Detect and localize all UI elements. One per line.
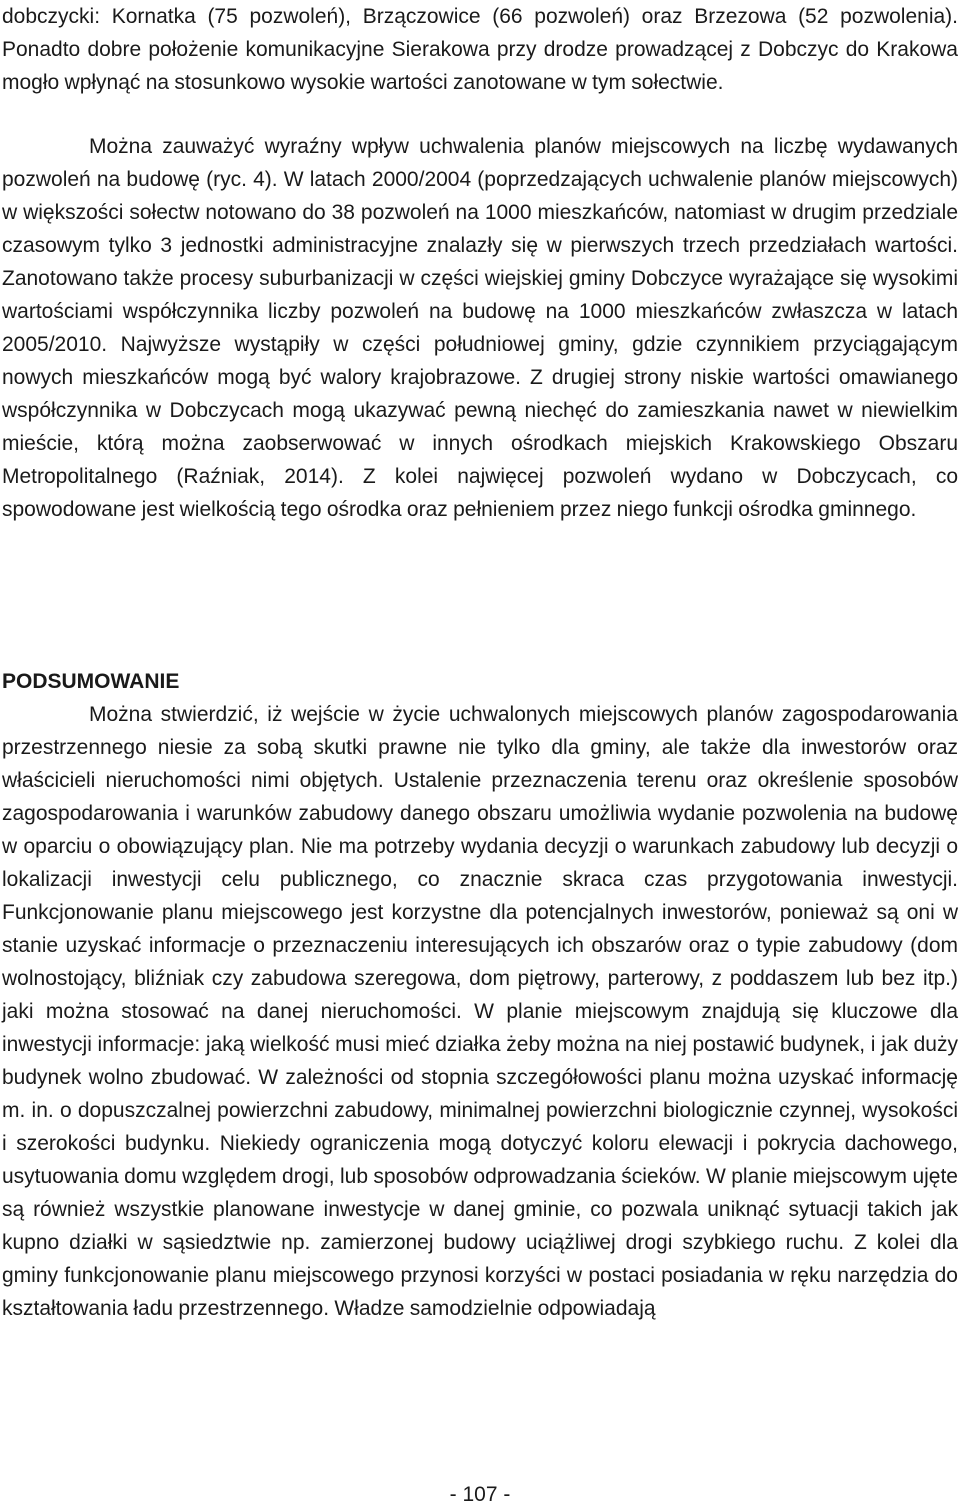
paragraph-summary: Można stwierdzić, iż wejście w życie uchwalonych miejscowych planów zagospodarowania przestrzennego niesie za sobą skutki prawne nie tylko dla gminy, ale także dla inwestorów oraz właścicieli nieruchomości nimi objętych. Ustalenie przeznaczenia terenu oraz określenie sposobów zagospodarowania i warunków zabudowy danego obszaru umożliwia wydanie pozwolenia na budowę w oparciu o obowiązujący plan. Nie ma potrzeby wydania decyzji o warunkach zabudowy lub decyzji o lokalizacji inwestycji celu publicznego, co znacznie skraca czas przygotowania inwestycji. Funkcjonowanie planu miejscowego jest korzystne dla potencjalnych inwestorów, ponieważ są oni w stanie uzyskać informacje o przeznaczeniu interesujących ich obszarów oraz o typie zabudowy (dom wolnostojący, bliźniak czy zabudowa szeregowa, dom piętrowy, parterowy, z poddaszem lub bez itp.) jaki można stosować na danej nieruchomości. W planie miejscowym znajdują się kluczowe dla inwestycji informacje: jaką wielkość musi mieć działka żeby można na niej postawić budynek, i jak duży budynek wolno zbudować. W zależności od stopnia szczegółowości planu można uzyskać informację m. in. o dopuszczalnej powierzchni zabudowy, minimalnej powierzchni biologicznie czynnej, wysokości i szerokości budynku. Niekiedy ograniczenia mogą dotyczyć koloru elewacji i pokrycia dachowego, usytuowania domu względem drogi, lub sposobów odprowadzania ścieków. W planie miejscowym ujęte są również wszystkie planowane inwestycje w danej gminie, co pozwala uniknąć sytuacji takich jak kupno działki w sąsiedztwie np. zamierzonej budowy uciążliwej drogi szybkiego ruchu. Z kolei dla gminy funkcjonowanie planu miejscowego przynosi korzyści w postaci posiadania w ręku narzędzia do kształtowania ładu przestrzennego. Władze samodzielnie odpowiadają	[2, 703, 958, 1320]
page-number: - 107 -	[449, 1483, 511, 1506]
section-heading: PODSUMOWANIE	[2, 670, 180, 693]
paragraph-continuation: dobczycki: Kornatka (75 pozwoleń), Brzączowice (66 pozwoleń) oraz Brzezowa (52 pozwolenia). Ponadto dobre położenie komunikacyjne Sierakowa przy drodze prowadzącej z Dobczyc do Krakowa mogło wpłynąć na stosunkowo wysokie wartości zanotowane w tym sołectwie.	[2, 5, 958, 94]
paragraph-plans-impact: Można zauważyć wyraźny wpływ uchwalenia planów miejscowych na liczbę wydawanych pozwoleń na budowę (ryc. 4). W latach 2000/2004 (poprzedzających uchwalenie planów miejscowych) w większości sołectw notowano do 38 pozwoleń na 1000 mieszkańców, natomiast w drugim przedziale czasowym tylko 3 jednostki administracyjne znalazły się w pierwszych trzech przedziałach wartości. Zanotowano także procesy suburbanizacji w części wiejskiej gminy Dobczyce wyrażające się wysokimi wartościami współczynnika liczby pozwoleń na budowę na 1000 mieszkańców zwłaszcza w latach 2005/2010. Najwyższe wystąpiły w części południowej gminy, gdzie czynnikiem przyciągającym nowych mieszkańców mogą być walory krajobrazowe. Z drugiej strony niskie wartości omawianego współczynnika w Dobczycach mogą ukazywać pewną niechęć do zamieszkania nawet w niewielkim mieście, którą można zaobserwować w innych ośrodkach miejskich Krakowskiego Obszaru Metropolitalnego (Raźniak, 2014). Z kolei najwięcej pozwoleń wydano w Dobczycach, co spowodowane jest wielkością tego ośrodka oraz pełnieniem przez niego funkcji ośrodka gminnego.	[2, 135, 958, 521]
